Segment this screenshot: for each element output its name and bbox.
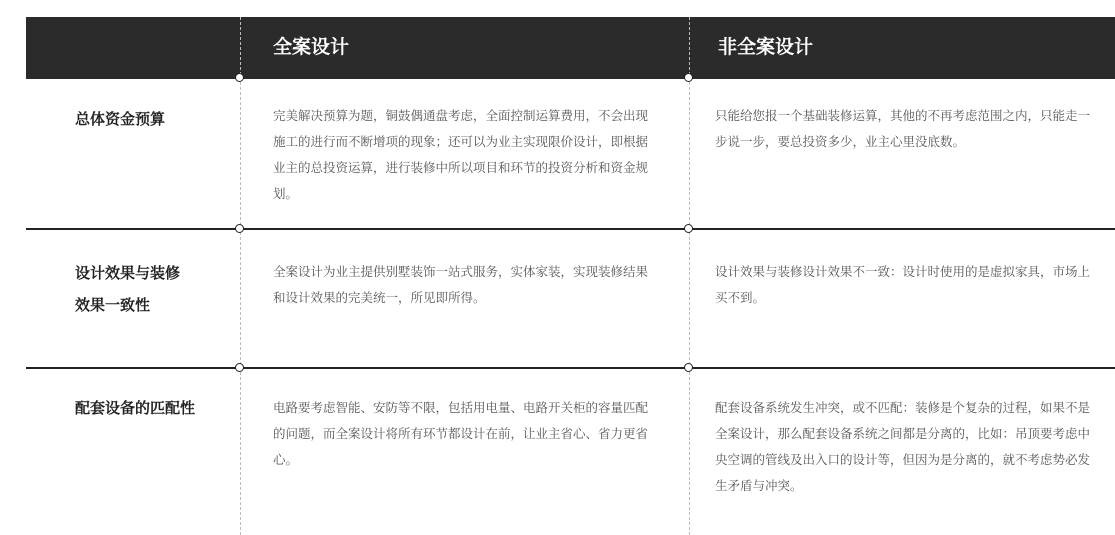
header-non-full-design: 非全案设计 bbox=[718, 36, 814, 58]
divider-node bbox=[235, 224, 244, 233]
column-divider bbox=[240, 17, 241, 535]
cell-full-design: 完美解决预算为题，铜鼓偶通盘考虑，全面控制运算费用，不会出现施工的进行而不断增项的现象；还可以为业主实现限价设计，即根据业主的总投资运算，进行装修中所以项目和环节的投资分析和资金规划。 bbox=[273, 108, 649, 201]
column-divider bbox=[689, 17, 690, 535]
divider-node bbox=[684, 73, 693, 82]
row-label-equipment bbox=[75, 392, 195, 424]
row-label-consistency bbox=[75, 257, 180, 321]
row-label-line: 总体资金预算 bbox=[75, 110, 166, 128]
cell-non-full-design: 配套设备系统发生冲突，或不匹配：装修是个复杂的过程，如果不是全案设计，那么配套设备系统之间都是分离的，比如：吊顶要考虑中央空调的管线及出入口的设计等，但因为是分离的，就不考虑势必发生矛盾与冲突。 bbox=[715, 400, 1091, 493]
table-header bbox=[26, 17, 1115, 79]
divider-node bbox=[684, 363, 693, 372]
header-full-design: 全案设计 bbox=[273, 36, 350, 58]
row-label-line: 设计效果与装修 bbox=[75, 264, 181, 282]
divider-node bbox=[235, 363, 244, 372]
row-label-budget bbox=[75, 103, 165, 135]
cell-full-design: 电路要考虑智能、安防等不限，包括用电量、电路开关柜的容量匹配的问题，而全案设计将所有环节都设计在前，让业主省心、省力更省心。 bbox=[273, 400, 649, 467]
cell-non-full-design: 只能给您报一个基础装修运算，其他的不再考虑范围之内，只能走一步说一步，要总投资多少，业主心里没底数。 bbox=[715, 108, 1091, 149]
divider-node bbox=[684, 224, 693, 233]
row-divider bbox=[26, 228, 1115, 230]
divider-node bbox=[235, 73, 244, 82]
cell-full-design: 全案设计为业主提供别墅装饰一站式服务，实体家装，实现装修结果和设计效果的完美统一，所见即所得。 bbox=[273, 264, 649, 305]
cell-non-full-design: 设计效果与装修设计效果不一致：设计时使用的是虚拟家具，市场上买不到。 bbox=[715, 264, 1091, 305]
row-label-line: 配套设备的匹配性 bbox=[75, 399, 196, 417]
row-divider bbox=[26, 367, 1115, 369]
row-label-line: 效果一致性 bbox=[75, 296, 151, 314]
